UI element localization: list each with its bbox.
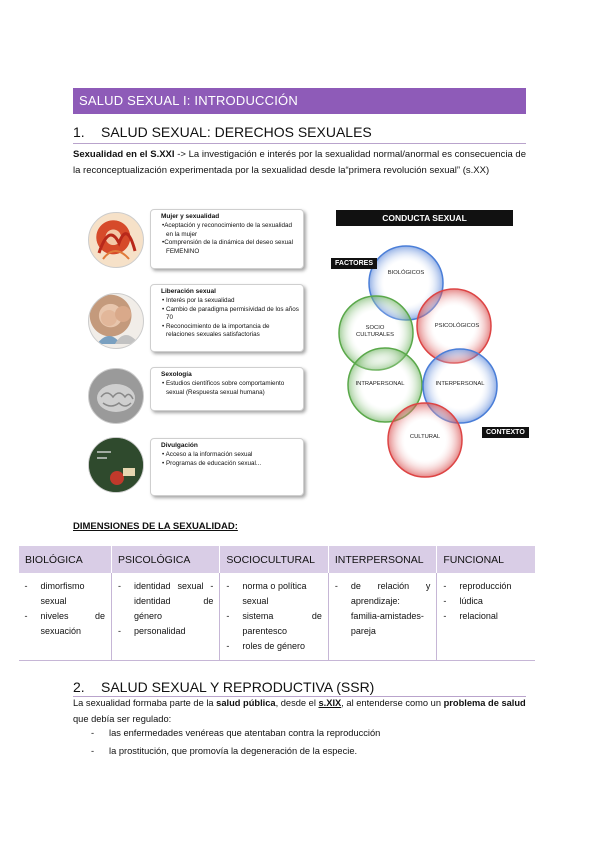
section2-paragraph [73,695,533,727]
bold-fragment: salud pública [216,698,276,708]
section2-title-text: SALUD SEXUAL Y REPRODUCTIVA (SSR) [101,679,375,695]
card-bullet: • Programas de educación sexual... [162,459,262,467]
card-divulgacion [150,438,304,496]
text-fragment: , desde el [275,698,319,708]
dimensions-table [18,546,535,661]
table-cell [111,573,219,661]
list-item: - de relación y aprendizaje: familia-amistades-pareja [335,579,430,639]
section1-title [73,124,372,140]
table-header-cell: INTERPERSONAL [328,546,436,573]
card-mujer-sexualidad [150,209,304,269]
card-title: Liberación sexual [161,288,216,295]
table-cell [328,573,436,661]
card-bullet: • Cambio de paradigma permisividad de los años 70 [162,305,299,322]
list-item: - sistema de parentesco [226,609,321,639]
table-header-cell: BIOLÓGICA [19,546,112,573]
chalkboard-icon [89,438,143,492]
text-fragment: que debía ser regulado: [73,714,172,724]
circle-label: SOCIO CULTURALES [356,325,394,338]
brain-image [88,368,144,424]
woman-illustration-image [88,212,144,268]
table-row [19,573,536,661]
table-header-cell: FUNCIONAL [437,546,535,573]
circle-label: PSICOLÓGICOS [434,323,480,329]
list-item-text: las enfermedades venéreas que atentaban contra la reproducción [109,728,381,738]
label-factores: FACTORES [331,258,377,269]
section1-number: 1. [73,124,85,140]
brain-icon [89,369,143,423]
header-bar: SALUD SEXUAL I: INTRODUCCIÓN [73,88,526,114]
card-bullet: • Reconocimiento de la importancia de relaciones sexuales satisfactorias [162,322,270,339]
list-item: - relacional [443,609,529,624]
text-fragment: , al entenderse como un [341,698,444,708]
list-item: - personalidad [118,624,213,639]
table-header-cell: SOCIOCULTURAL [220,546,328,573]
card-title: Sexología [161,371,192,378]
couple-photo-icon [89,294,143,348]
card-bullet: •Comprensión de la dinámica del deseo sexual FEMENINO [162,239,294,255]
section1-title-text: SALUD SEXUAL: DERECHOS SEXUALES [101,124,372,140]
list-item: - dimorfismo sexual [25,579,105,609]
card-liberacion-sexual [150,284,304,352]
card-title: Divulgación [161,442,198,449]
card-bullet: • Estudios científicos sobre comportamiento sexual (Respuesta sexual humana) [162,380,285,396]
list-item: - niveles de sexuación [25,609,105,639]
diagram-title: CONDUCTA SEXUAL [336,210,513,226]
list-item: - roles de género [226,639,321,654]
section2-list-item: - la prostitución, que promovía la degeneración de la especie. [91,746,358,756]
circle-label: CULTURAL [409,434,441,440]
text-fragment: La sexualidad formaba parte de la [73,698,217,708]
list-item: - norma o política sexual [226,579,321,609]
circle-cultural [388,403,462,477]
card-sexologia [150,367,304,411]
section1-paragraph [73,147,526,179]
chalkboard-image [88,437,144,493]
table-cell [19,573,112,661]
circle-label: BIOLÓGICOS [387,270,425,276]
circle-label: INTRAPERSONAL [355,381,405,387]
section2-title [73,679,374,695]
section2-list-item: - las enfermedades venéreas que atentaban contra la reproducción [91,728,381,738]
table-cell [220,573,328,661]
list-item: - lúdica [443,594,529,609]
table-header-cell: PSICOLÓGICA [111,546,219,573]
table-header-row [19,546,536,573]
circle-label: INTERPERSONAL [435,381,485,387]
section2-number: 2. [73,679,85,695]
section1-lead: Sexualidad en el S.XXI [73,149,175,160]
list-item-text: la prostitución, que promovía la degeneración de la especie. [109,746,358,756]
table-cell [437,573,535,661]
section1-underline [73,143,526,144]
label-contexto: CONTEXTO [482,427,529,438]
section1-text: -> La investigación e interés por la sexualidad normal/anormal es consecuencia de la reconceptualización experimentada por la sexualidad desde la“primera revolución sexual” (s.XX) [73,149,526,176]
couple-photo-image [88,293,144,349]
list-item: - reproducción [443,579,529,594]
bold-fragment: s.XIX [318,698,342,708]
card-bullet: •Aceptación y reconocimiento de la sexualidad en la mujer [162,222,292,238]
card-bullet: • Acceso a la información sexual [162,451,253,459]
card-title: Mujer y sexualidad [161,213,220,220]
list-item: - identidad sexual - identidad de género [118,579,213,624]
dimensions-title: DIMENSIONES DE LA SEXUALIDAD: [73,521,238,532]
card-bullet: • Interés por la sexualidad [162,297,235,305]
bold-fragment: problema de salud [443,698,526,708]
woman-illustration-icon [89,213,143,267]
